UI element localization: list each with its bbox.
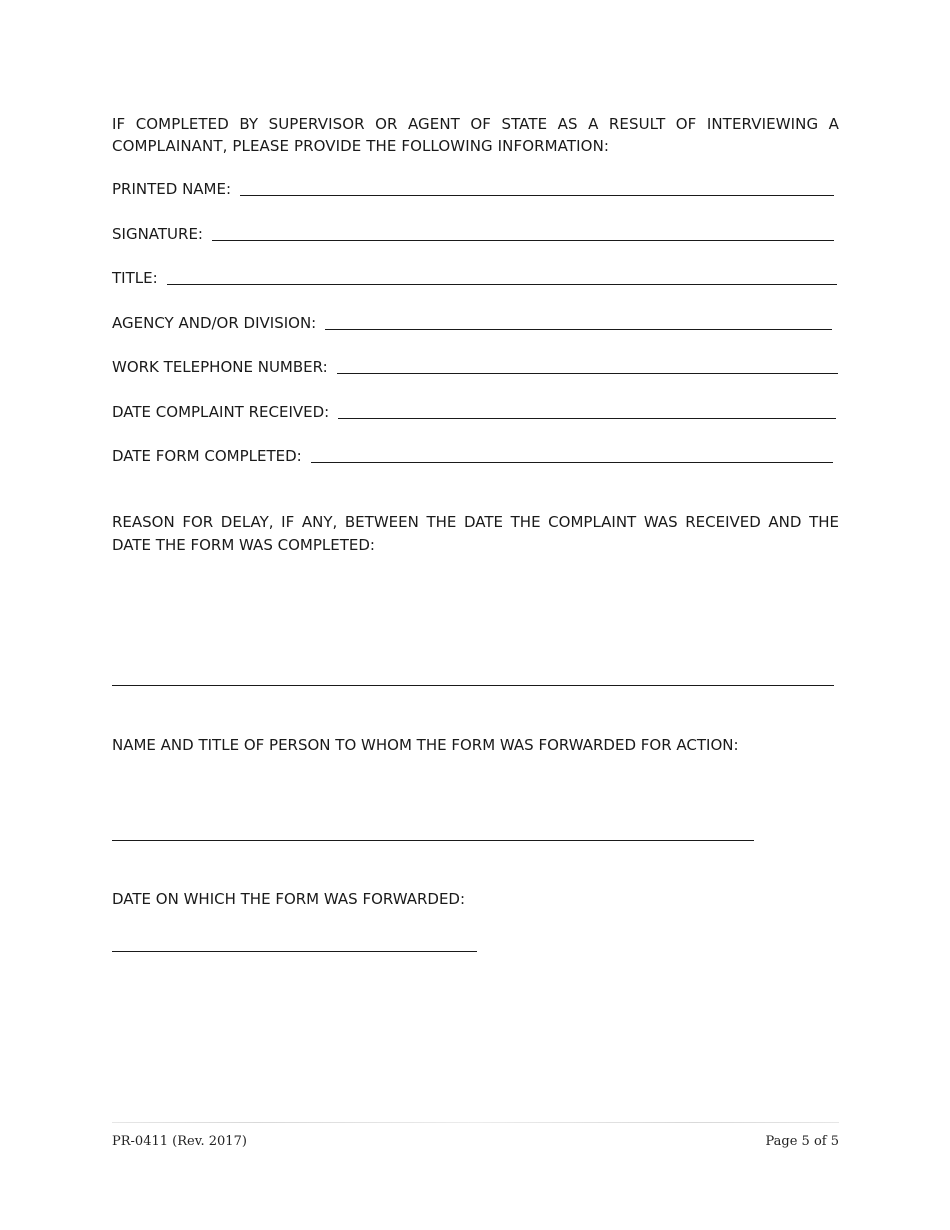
agency-division-row [112, 311, 832, 333]
printed-name-line [240, 179, 834, 196]
work-phone-row [112, 355, 838, 377]
work-phone-label: WORK TELEPHONE NUMBER: [112, 358, 328, 376]
forwarded-to-prompt: NAME AND TITLE OF PERSON TO WHOM THE FORM WAS FORWARDED FOR ACTION: [112, 736, 739, 754]
footer-divider [112, 1122, 839, 1123]
printed-name-row [112, 177, 834, 199]
forwarded-date-input[interactable] [112, 939, 477, 955]
date-completed-input[interactable] [311, 449, 833, 465]
work-phone-line [337, 357, 838, 374]
title-row [112, 266, 837, 288]
work-phone-input[interactable] [337, 360, 838, 376]
agency-division-label: AGENCY AND/OR DIVISION: [112, 314, 317, 332]
signature-input[interactable] [212, 227, 834, 243]
signature-label: SIGNATURE: [112, 225, 203, 243]
date-received-label: DATE COMPLAINT RECEIVED: [112, 403, 330, 421]
date-completed-line [311, 446, 833, 463]
printed-name-input[interactable] [240, 182, 834, 198]
title-label: TITLE: [112, 269, 158, 287]
date-received-row [112, 400, 836, 422]
title-line [167, 268, 837, 285]
forwarded-date-prompt: DATE ON WHICH THE FORM WAS FORWARDED: [112, 890, 466, 908]
intro-instructions: IF COMPLETED BY SUPERVISOR OR AGENT OF STATE AS A RESULT OF INTERVIEWING A COMPLAINANT, PLEASE PROVIDE THE FOLLOWING INFORMATION: [112, 115, 839, 155]
forwarded-to-line [112, 824, 754, 841]
title-input[interactable] [167, 271, 837, 287]
signature-row [112, 222, 834, 244]
forwarded-date-line [112, 935, 477, 952]
reason-for-delay-input[interactable] [112, 673, 834, 689]
date-received-line [338, 402, 836, 419]
reason-for-delay-prompt: REASON FOR DELAY, IF ANY, BETWEEN THE DATE THE COMPLAINT WAS RECEIVED AND THE DATE THE FORM WAS COMPLETED: [112, 513, 839, 554]
date-completed-label: DATE FORM COMPLETED: [112, 447, 302, 465]
form-revision-id: PR-0411 (Rev. 2017) [112, 1134, 247, 1149]
agency-division-line [325, 313, 832, 330]
signature-line [212, 224, 834, 241]
printed-name-label: PRINTED NAME: [112, 180, 232, 198]
date-received-input[interactable] [338, 405, 836, 421]
agency-division-input[interactable] [325, 316, 832, 332]
date-completed-row [112, 444, 833, 466]
reason-for-delay-line [112, 669, 834, 686]
page-number: Page 5 of 5 [765, 1134, 839, 1149]
forwarded-to-input[interactable] [112, 828, 754, 844]
